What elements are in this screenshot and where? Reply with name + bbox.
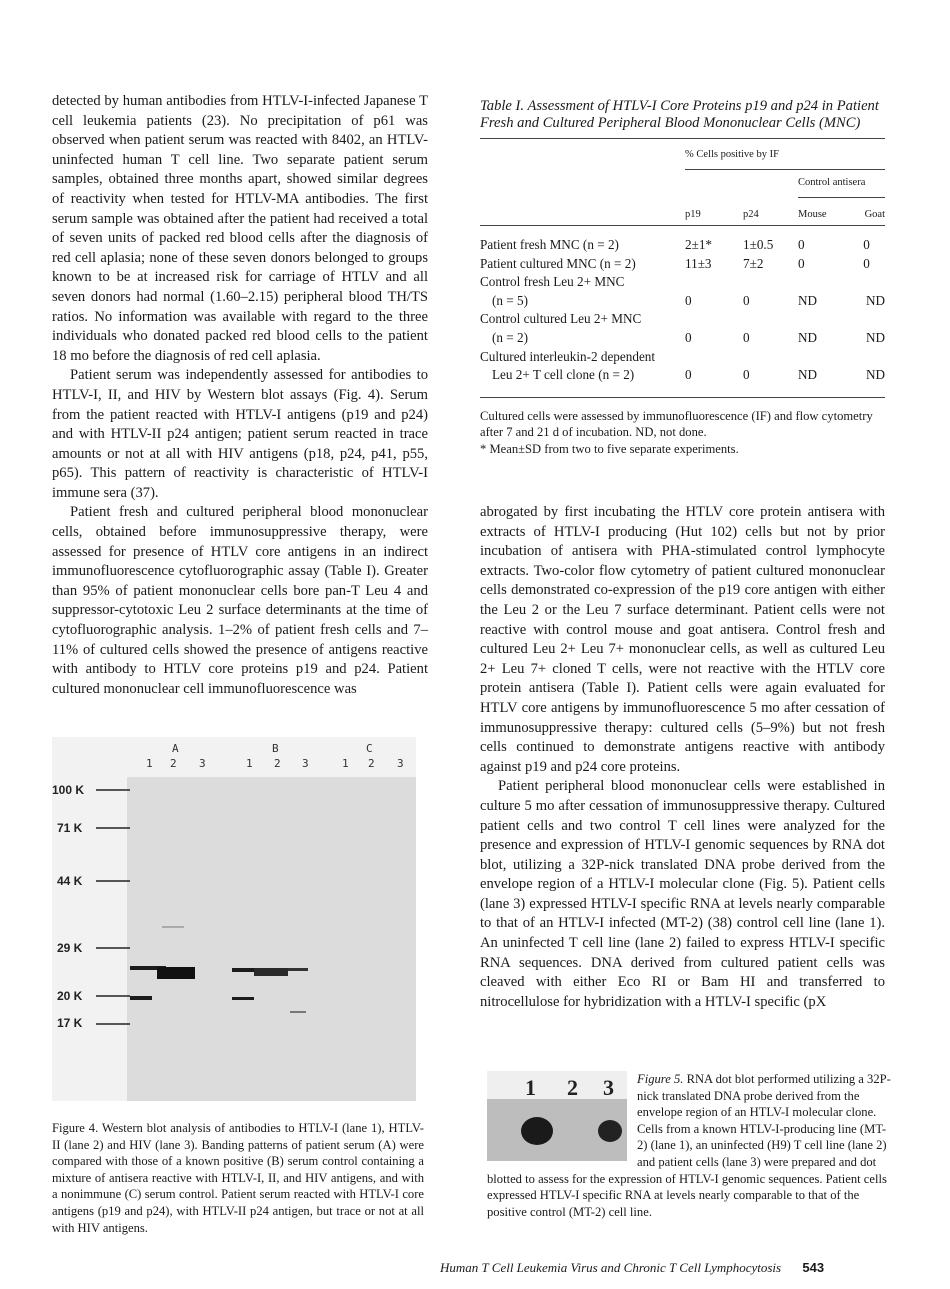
lane-label: 1 <box>525 1075 536 1100</box>
lane-label: 2 <box>368 757 375 770</box>
marker-label: 17 K <box>57 1016 83 1030</box>
paragraph: detected by human antibodies from HTLV-I-infected Japanese T cell leukemia patients (23). No precipitation of p61 was observed when patient serum was reacted with 8402, an HTLV-uninfected human T cell line. Two separate patient serum samples, obtained three months apart, showed similar degrees of reactivity when tested for HTLV-MA antibodies. The first serum sample was obtained after the patient had received a total of seven units of packed red blood cells after the diagnosis of red cell aplasia; none of these seven donors belonged to groups known to be at increased risk for carriage of HTLV and all seven donors had normal (1.60–2.15) peripheral blood TH/TS ratios. No information was available with regard to the three individuals who donated packed red blood cells to the patient 18 mo before the diagnosis of red cell aplasia. <box>52 93 428 364</box>
lane-label: 3 <box>397 757 404 770</box>
table-row: Patient cultured MNC (n = 2) 11±3 7±2 0 0 <box>480 255 870 271</box>
dot-lane-3 <box>598 1120 622 1142</box>
group-label: B <box>272 742 279 755</box>
column-header: Mouse <box>798 209 827 221</box>
subgroup-header: Control antisera <box>798 169 885 197</box>
left-column <box>52 92 428 699</box>
paragraph: abrogated by first incubating the HTLV core protein antisera with extracts of HTLV-I producing (Hut 102) cells but not by prior incubation of antisera with PHA-stimulated control lymphocyte extracts. Two-color flow cytometry of patient cultured mononuclear cells demonstrated co-expression of the p19 core antigen with either the Leu 2 or the Leu 7 surface determinant. Patient cells were not reactive with control mouse and goat antisera. Control fresh and cultured Leu 2+ Leu 7+ mononuclear cells, as well as cultured Leu 2+ Leu 7+ cloned T cells, were not reactive with the HTLV core protein antisera (Table I). Patient cells were again evaluated for HTLV core antigens by immunofluorescence 5 mo after cessation of immunosuppressive therapy: cultured cells (5–9%) but not fresh cells continued to demonstrate antigens reactive with antibody against p19 and p24 core proteins. <box>480 504 885 775</box>
table-caption: Table I. Assessment of HTLV-I Core Proteins p19 and p24 in Patient Fresh and Cultured Peripheral Blood Mononuclear Cells (MNC) <box>480 98 879 131</box>
table-row: (n = 2) 0 0 ND ND <box>492 329 885 345</box>
figure-5-label: Figure 5. <box>637 1072 684 1086</box>
running-title: Human T Cell Leukemia Virus and Chronic T Cell Lymphocytosis <box>440 1260 782 1275</box>
lane-label: 2 <box>567 1075 578 1100</box>
column-header: Goat <box>864 209 885 221</box>
table-footnote: * Mean±SD from two to five separate experiments. <box>480 441 739 456</box>
group-header: % Cells positive by IF <box>685 139 885 169</box>
table-1 <box>480 98 885 457</box>
paragraph: Patient serum was independently assessed for antibodies to HTLV-I, II, and HIV by Western blot assays (Fig. 4). Serum from the patient reacted with HTLV-I antigens (p19 and p24) and with HTLV-II p24 antigen; patient serum reacted in trace amounts or not at all with HIV antigens (p18, p24, p41, p55, p65). This pattern of reactivity is characteristic of HTLV-I immune sera (37). <box>52 367 428 501</box>
lane-label: 1 <box>146 757 153 770</box>
lane-label: 2 <box>274 757 281 770</box>
dot-blot-figure <box>487 1071 627 1167</box>
table-note: Cultured cells were assessed by immunofluorescence (IF) and flow cytometry after 7 and 21 d of incubation. ND, not done. <box>480 408 873 440</box>
marker-label: 44 K <box>57 874 83 888</box>
lane-label: 1 <box>342 757 349 770</box>
figure-4-caption: Figure 4. Western blot analysis of antibodies to HTLV-I (lane 1), HTLV-II (lane 2) and HIV (lane 3). Banding patterns of patient serum (A) were compared with those of a known positive (B) serum control containing a mixture of antisera reactive with HTLV-I, II, and HIV antigens, and with a nonimmune (C) serum control. Patient serum reacted with HTLV-I core antigens (p19 and p24), with HTLV-II p24 antigen, but trace or not at all with HIV antigens. <box>52 1121 424 1235</box>
data-table: % Cells positive by IF Control antisera p19 p24 Mouse Goat Patient fresh MNC (n = 2) 2±1* 1±0.5 0 0 Patient cultured MNC (n = 2) 11±3 7±2 0 0 Control fresh Leu 2+ MNC (n = 5) 0 0 ND ND Control cultured Leu 2+ MNC (n = 2) 0 0 ND ND Cultured interleukin-2 dependent Leu 2+ T cell clone (n = 2) 0 0 ND ND <box>480 139 885 398</box>
lane-label: 2 <box>170 757 177 770</box>
western-blot-figure <box>52 737 416 1101</box>
table-row: Leu 2+ T cell clone (n = 2) 0 0 ND ND <box>492 367 885 383</box>
lane-label: 3 <box>302 757 309 770</box>
right-column <box>480 503 885 1012</box>
paragraph: Patient fresh and cultured peripheral blood mononuclear cells, obtained before immunosuppressive therapy, were assessed for presence of HTLV core antigens in an indirect immunofluorescence cytofluorographic assay (Table I). Greater than 95% of patient mononuclear cells bore pan-T Leu 4 and suppressor-cytotoxic Leu 2 surface determinants at the time of cytofluorographic analysis. 1–2% of patient fresh cells and 7–11% of cultured cells showed the presence of antigens reactive with antibody to HTLV core proteins p19 and p24. Patient cultured mononuclear cell immunofluorescence was <box>52 504 428 697</box>
column-header: p24 <box>743 209 759 221</box>
marker-label: 20 K <box>57 989 83 1003</box>
marker-label: 71 K <box>57 821 83 835</box>
lane-label: 3 <box>603 1075 614 1100</box>
figure-5-caption-text: RNA dot blot performed utilizing a 32P-nick translated DNA probe derived from the envelope region of an HTLV-I molecular clone. Cells from a known HTLV-I-producing line (MT-2) (lane 1), an uninfected (H9) T cell line (lane 2) and patient cells (lane 3) were prepared and dot blotted to assess for the expression of HTLV-I genomic sequences. Patient cells expressed HTLV-I specific RNA at levels nearly comparable to that of the positive control (MT-2) cell line. <box>487 1072 891 1219</box>
group-label: C <box>366 742 373 755</box>
lane-label: 3 <box>199 757 206 770</box>
table-row: (n = 5) 0 0 ND ND <box>492 292 885 308</box>
dot-lane-1 <box>521 1117 553 1145</box>
page-footer <box>440 1260 890 1276</box>
group-label: A <box>172 742 179 755</box>
marker-label: 29 K <box>57 941 83 955</box>
column-header: p19 <box>685 209 701 221</box>
paragraph: Patient peripheral blood mononuclear cells were established in culture 5 mo after cessation of immunosuppressive therapy. Cultured patient cells and two control T cell lines were analyzed for the presence and expression of HTLV-I genomic sequences by RNA dot blot, utilizing a 32P-nick translated DNA probe derived from the envelope region of a HTLV-I molecular clone (Fig. 5). Patient cells (lane 3) expressed HTLV-I specific RNA at levels nearly comparable to that of an HTLV-I infected (MT-2) (38) control cell line (lane 1). An uninfected T cell line (lane 2) failed to express HTLV-I specific RNA sequences. DNA derived from cultured patient cells was cleaved with either Eco RI or Bam HI and transferred to nitrocellulose for hybridization with a HTLV-I specific (pX <box>480 778 885 1010</box>
lane-label: 1 <box>246 757 253 770</box>
marker-label: 100 K <box>52 783 85 797</box>
figure-5-caption <box>487 1071 892 1220</box>
table-row: Patient fresh MNC (n = 2) 2±1* 1±0.5 0 0 <box>480 237 870 252</box>
page-number: 543 <box>802 1260 825 1275</box>
